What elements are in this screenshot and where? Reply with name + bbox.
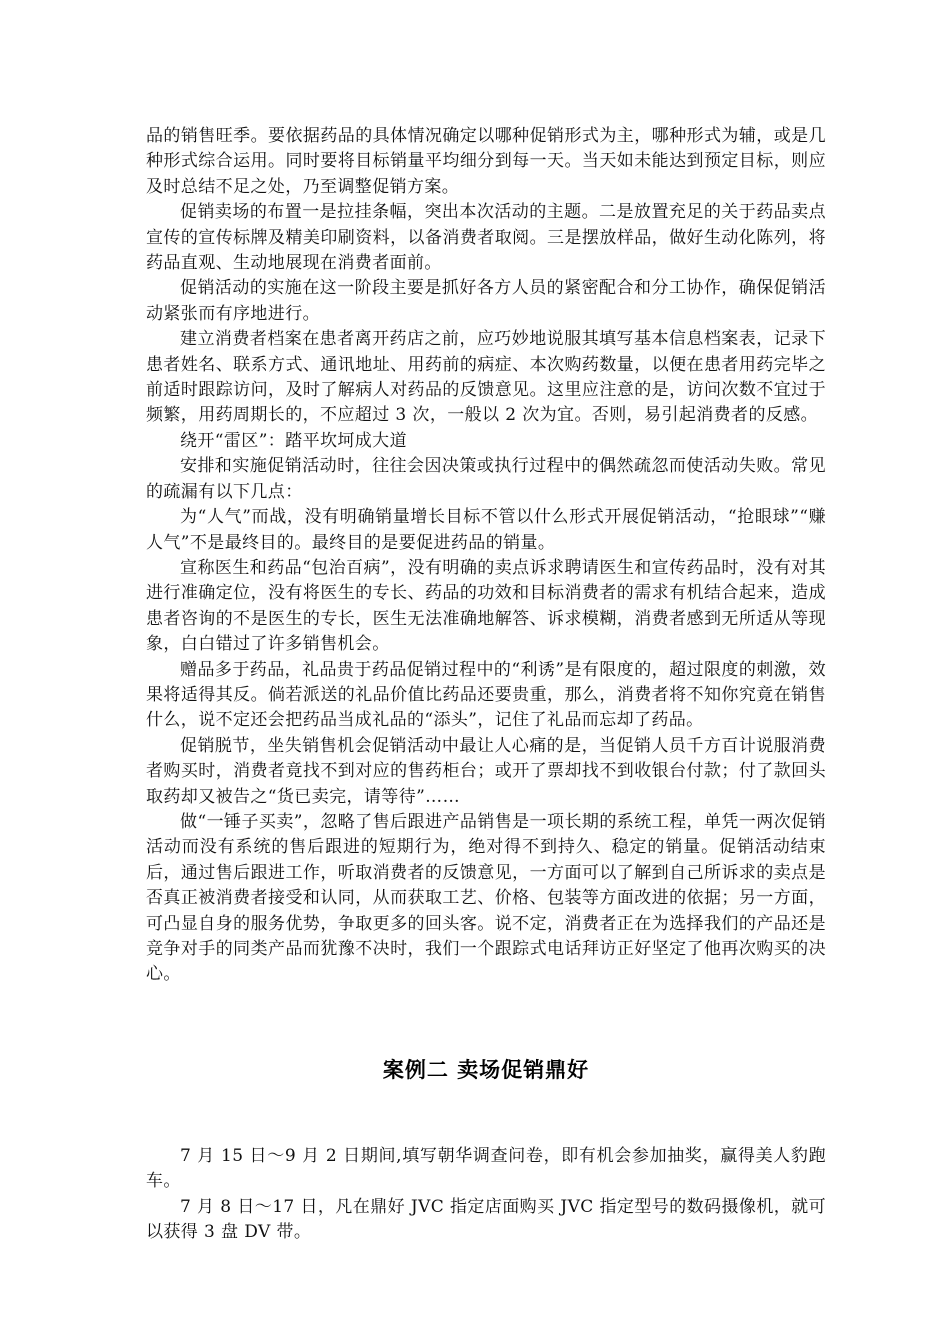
paragraph-cure-all: 宣称医生和药品“包治百病”，没有明确的卖点诉求聘请医生和宣传药品时，没有对其进行准确定位，没有将医生的专长、药品的功效和目标消费者的需求有机结合起来，造成患者咨询的不是医生的专长，医生无法准确地解答、诉求模糊，消费者感到无所适从等现象，白白错过了许多销售机会。 bbox=[146, 557, 826, 655]
paragraph-survey-lottery: 7 月 15 日～9 月 2 日期间,填写朝华调查问卷，即有机会参加抽奖，赢得美人豹跑车。 bbox=[146, 1146, 826, 1192]
paragraph-common-mistakes: 安排和实施促销活动时，往往会因决策或执行过程中的偶然疏忽而使活动失败。常见的疏漏有以下几点： bbox=[146, 456, 826, 502]
paragraph-popularity: 为“人气”而战，没有明确销量增长目标不管以什么形式开展促销活动，“抢眼球”“赚人气”不是最终目的。最终目的是要促进药品的销量。 bbox=[146, 507, 826, 553]
section-1-body bbox=[146, 124, 826, 988]
paragraph-subheading-minefield: 绕开“雷区”：踏平坎坷成大道 bbox=[180, 430, 407, 451]
paragraph-jvc-offer: 7 月 8 日～17 日，凡在鼎好 JVC 指定店面购买 JVC 指定型号的数码摄像机，就可以获得 3 盘 DV 带。 bbox=[146, 1196, 826, 1243]
paragraph-one-shot-deal: 做“一锤子买卖”，忽略了售后跟进产品销售是一项长期的系统工程，单凭一两次促销活动而没有系统的售后跟进的短期行为，绝对得不到持久、稳定的销量。促销活动结束后，通过售后跟进工作，听取消费者的反馈意见，一方面可以了解到自己所诉求的卖点是否真正被消费者接受和认同，从而获取工艺、价格、包装等方面改进的依据；另一方面，可凸显自身的服务优势，争取更多的回头客。说不定，消费者正在为选择我们的产品还是竞争对手的同类产品而犹豫不决时，我们一个跟踪式电话拜访正好坚定了他再次购买的决心。 bbox=[146, 811, 826, 985]
paragraph-consumer-records: 建立消费者档案在患者离开药店之前，应巧妙地说服其填写基本信息档案表，记录下患者姓名、联系方式、通讯地址、用药前的病症、本次购药数量，以便在患者用药完毕之前适时跟踪访问，及时了解病人对药品的反馈意见。这里应注意的是，访问次数不宜过于频繁，用药周期长的，不应超过 3 次，一般以 2 次为宜。否则，易引起消费者的反感。 bbox=[146, 329, 826, 426]
case-two-title: 案例二 卖场促销鼎好 bbox=[382, 1058, 590, 1082]
paragraph-disconnect: 促销脱节，坐失销售机会促销活动中最让人心痛的是，当促销人员千方百计说服消费者购买时，消费者竟找不到对应的售药柜台；或开了票却找不到收银台付款；付了款回头取药却又被告之“货已卖完，请等待”…… bbox=[146, 735, 826, 807]
paragraph-venue-layout: 促销卖场的布置一是拉挂条幅，突出本次活动的主题。二是放置充足的关于药品卖点宣传的宣传标牌及精美印刷资料，以备消费者取阅。三是摆放样品，做好生动化陈列，将药品直观、生动地展现在消费者面前。 bbox=[146, 202, 826, 274]
paragraph-continued: 品的销售旺季。要依据药品的具体情况确定以哪种促销形式为主，哪种形式为辅，或是几种形式综合运用。同时要将目标销量平均细分到每一天。当天如未能达到预定目标，则应及时总结不足之处，乃至调整促销方案。 bbox=[146, 126, 826, 197]
paragraph-implementation: 促销活动的实施在这一阶段主要是抓好各方人员的紧密配合和分工协作，确保促销活动紧张而有序地进行。 bbox=[146, 278, 826, 324]
case-two-body bbox=[146, 1144, 826, 1246]
paragraph-gifts: 赠品多于药品，礼品贵于药品促销过程中的“利诱”是有限度的，超过限度的刺激，效果将适得其反。倘若派送的礼品价值比药品还要贵重，那么，消费者将不知你究竟在销售什么，说不定还会把药品当成礼品的“添头”，记住了礼品而忘却了药品。 bbox=[146, 659, 826, 731]
